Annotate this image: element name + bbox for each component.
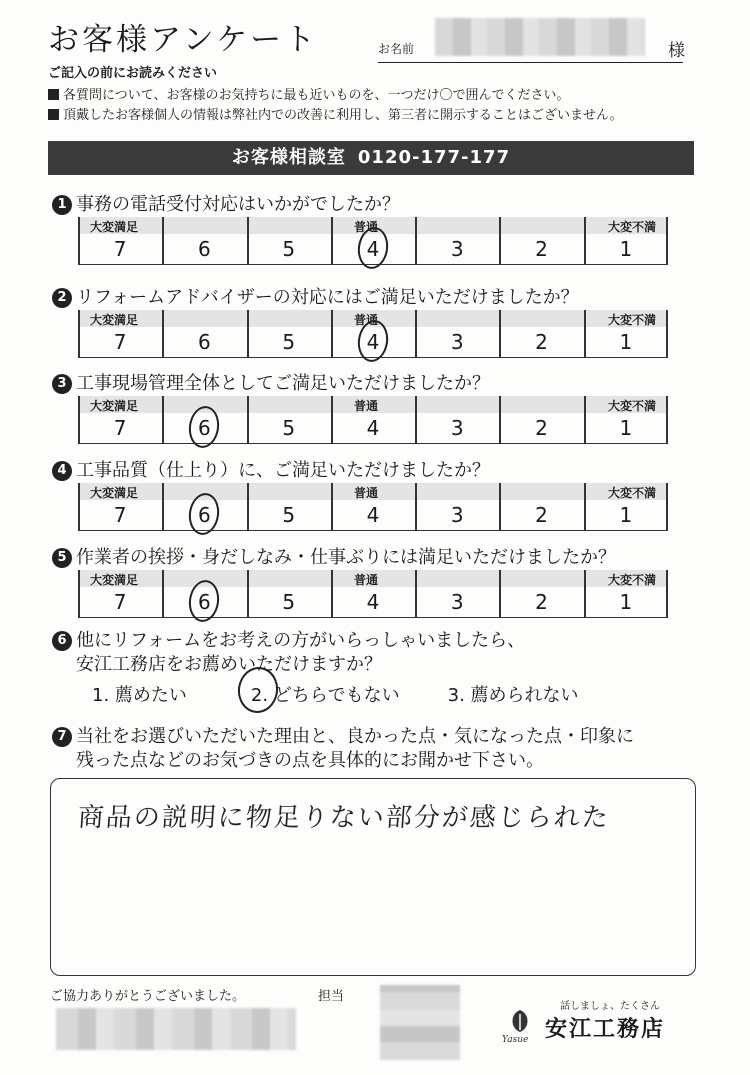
scale-option-6[interactable]: 6 xyxy=(198,416,211,440)
scale-label-very-satisfied: 大変満足 xyxy=(90,486,139,500)
scale-option-1[interactable]: 1 xyxy=(619,237,633,261)
scale-option-7[interactable]: 7 xyxy=(113,416,127,440)
scale-option-7[interactable]: 7 xyxy=(113,330,127,354)
scale-label-neutral: 普通 xyxy=(354,313,379,327)
scale-label-very-dissatisfied: 大変不満 xyxy=(607,573,656,587)
scale-divider xyxy=(331,217,333,265)
scale-option-1[interactable]: 1 xyxy=(619,330,633,354)
intro-item xyxy=(48,84,569,103)
question-4 xyxy=(52,456,490,482)
intro-heading: ご記入の前にお読みください xyxy=(48,66,218,81)
question-6 xyxy=(52,626,525,652)
hotline-number: 0120-177-177 xyxy=(357,147,511,168)
scale-divider xyxy=(247,483,249,531)
scale-divider xyxy=(78,570,80,618)
scale-label-very-dissatisfied: 大変不満 xyxy=(607,399,656,413)
scale-labels xyxy=(78,310,668,327)
scale-divider xyxy=(78,396,80,444)
option-neutral[interactable]: 2. どちらでもない xyxy=(250,685,400,706)
scale-divider xyxy=(247,570,249,618)
question-text: リフォームアドバイザーの対応にはご満足いただけましたか？ xyxy=(76,287,579,308)
question-7 xyxy=(52,722,634,748)
question-6-line2: 安江工務店をお薦めいただけますか？ xyxy=(76,654,382,675)
scale-divider xyxy=(666,570,668,618)
scale-label-neutral: 普通 xyxy=(354,220,379,234)
scale-option-7[interactable]: 7 xyxy=(113,503,127,527)
scale-divider xyxy=(499,483,501,531)
scale-option-3[interactable]: 3 xyxy=(450,503,464,527)
scale-divider xyxy=(584,217,586,265)
scale-divider xyxy=(666,217,668,265)
rating-scale xyxy=(78,217,668,265)
scale-divider xyxy=(247,310,249,358)
scale-option-4[interactable]: 4 xyxy=(366,503,380,527)
scale-divider xyxy=(78,483,80,531)
question-number-badge: 1 xyxy=(52,195,72,215)
scale-options-row xyxy=(78,234,668,265)
intro-item xyxy=(48,104,623,123)
scale-options-row xyxy=(78,327,668,358)
scale-divider xyxy=(666,483,668,531)
question-text: 事務の電話受付対応はいかがでしたか？ xyxy=(76,194,400,215)
scale-labels xyxy=(78,483,668,500)
scale-labels xyxy=(78,570,668,587)
staff-label: 担当 xyxy=(318,989,345,1004)
rating-scale xyxy=(78,570,668,618)
scale-divider xyxy=(331,310,333,358)
question-3 xyxy=(52,369,490,395)
scale-option-2[interactable]: 2 xyxy=(535,237,548,261)
scale-option-2[interactable]: 2 xyxy=(535,416,548,440)
scale-divider xyxy=(78,217,80,265)
scale-label-very-satisfied: 大変満足 xyxy=(90,313,139,327)
scale-option-7[interactable]: 7 xyxy=(113,237,127,261)
question-number-badge: 7 xyxy=(52,727,72,747)
scale-divider xyxy=(584,396,586,444)
scale-option-5[interactable]: 5 xyxy=(282,330,296,354)
scale-divider xyxy=(331,396,333,444)
scale-divider xyxy=(247,217,249,265)
logo-text: Yasue xyxy=(502,1035,529,1044)
scale-option-2[interactable]: 2 xyxy=(535,590,548,614)
question-text: 当社をお選びいただいた理由と、良かった点・気になった点・印象に xyxy=(76,726,634,747)
hotline-label: お客様相談室 xyxy=(231,147,346,168)
scale-label-very-satisfied: 大変満足 xyxy=(90,399,139,413)
scale-label-very-dissatisfied: 大変不満 xyxy=(607,486,656,500)
name-suffix: 様 xyxy=(668,41,685,61)
scale-label-very-dissatisfied: 大変不満 xyxy=(607,220,656,234)
question-number-badge: 6 xyxy=(52,631,72,651)
question-number-badge: 4 xyxy=(52,461,72,481)
scale-option-3[interactable]: 3 xyxy=(450,330,464,354)
name-label: お名前 xyxy=(378,42,415,56)
scale-divider xyxy=(331,483,333,531)
scale-option-4[interactable]: 4 xyxy=(366,590,380,614)
question-text: 他にリフォームをお考えの方がいらっしゃいましたら、 xyxy=(76,630,526,651)
handwritten-answer: 商品の説明に物足りない部分が感じられた xyxy=(76,803,611,833)
scale-option-6[interactable]: 6 xyxy=(198,330,211,354)
scale-option-5[interactable]: 5 xyxy=(282,590,296,614)
company-name: 安江工務店 xyxy=(545,1017,666,1042)
scale-divider xyxy=(584,570,586,618)
question-7-line2: 残った点などのお気づきの点を具体的にお聞かせ下さい。 xyxy=(76,750,544,771)
scale-divider xyxy=(499,570,501,618)
rating-scale xyxy=(78,310,668,358)
option-recommend[interactable]: 1. 薦めたい xyxy=(92,685,187,706)
scale-divider xyxy=(499,310,501,358)
name-input-line[interactable] xyxy=(378,62,683,63)
bullet-square-icon xyxy=(48,89,59,100)
question-number-badge: 3 xyxy=(52,374,72,394)
scale-divider xyxy=(162,570,164,618)
redacted-info xyxy=(56,1008,296,1050)
scale-labels xyxy=(78,217,668,234)
scale-divider xyxy=(499,396,501,444)
scale-divider xyxy=(162,310,164,358)
company-logo-icon xyxy=(500,1004,540,1044)
scale-options-row xyxy=(78,500,668,531)
scale-divider xyxy=(415,396,417,444)
scale-option-2[interactable]: 2 xyxy=(535,330,548,354)
bullet-square-icon xyxy=(48,109,59,120)
scale-option-4[interactable]: 4 xyxy=(366,330,380,354)
scale-divider xyxy=(331,570,333,618)
scale-option-4[interactable]: 4 xyxy=(366,416,380,440)
form-title: お客様アンケート xyxy=(48,22,319,58)
scale-options-row xyxy=(78,413,668,444)
intro-text: 頂戴したお客様個人の情報は弊社内での改善に利用し、第三者に開示することはございません。 xyxy=(63,108,623,123)
scale-option-6[interactable]: 6 xyxy=(198,237,211,261)
scale-divider xyxy=(584,310,586,358)
scale-option-6[interactable]: 6 xyxy=(198,503,211,527)
scale-label-neutral: 普通 xyxy=(354,399,379,413)
scale-option-1[interactable]: 1 xyxy=(619,416,633,440)
question-number-badge: 5 xyxy=(52,548,72,568)
scale-option-1[interactable]: 1 xyxy=(619,590,633,614)
scale-option-4[interactable]: 4 xyxy=(366,237,380,261)
scale-divider xyxy=(499,217,501,265)
question-text: 工事品質（仕上り）に、ご満足いただけましたか？ xyxy=(76,460,490,481)
scale-label-very-dissatisfied: 大変不満 xyxy=(607,313,656,327)
question-text: 工事現場管理全体としてご満足いただけましたか？ xyxy=(76,373,490,394)
scale-options-row xyxy=(78,587,668,618)
option-not-recommend[interactable]: 3. 薦められない xyxy=(447,685,579,706)
rating-scale xyxy=(78,483,668,531)
question-6-options xyxy=(92,681,579,707)
scale-labels xyxy=(78,396,668,413)
intro-text: 各質問について、お客様のお気持ちに最も近いものを、一つだけ〇で囲んでください。 xyxy=(63,88,570,103)
scale-divider xyxy=(415,310,417,358)
scale-option-3[interactable]: 3 xyxy=(450,237,464,261)
scale-option-6[interactable]: 6 xyxy=(198,590,211,614)
scale-divider xyxy=(584,483,586,531)
scale-option-7[interactable]: 7 xyxy=(113,590,127,614)
scale-divider xyxy=(666,396,668,444)
scale-divider xyxy=(162,483,164,531)
scale-label-neutral: 普通 xyxy=(354,486,379,500)
scale-divider xyxy=(415,483,417,531)
question-5 xyxy=(52,543,616,569)
scale-divider xyxy=(78,310,80,358)
company-tagline: 話しましょ、たくさん xyxy=(560,1001,660,1012)
scale-option-1[interactable]: 1 xyxy=(619,503,633,527)
redacted-staff-stamp xyxy=(380,985,460,1060)
question-text: 作業者の挨拶・身だしなみ・仕事ぶりには満足いただけましたか？ xyxy=(76,547,616,568)
scale-option-5[interactable]: 5 xyxy=(282,503,296,527)
thanks-message: ご協力ありがとうございました。 xyxy=(50,989,246,1004)
scale-label-neutral: 普通 xyxy=(354,573,379,587)
customer-name-redacted xyxy=(435,18,645,56)
scale-option-3[interactable]: 3 xyxy=(450,416,464,440)
hotline-banner xyxy=(48,141,694,175)
scale-divider xyxy=(247,396,249,444)
scale-option-5[interactable]: 5 xyxy=(282,237,296,261)
scale-divider xyxy=(666,310,668,358)
question-number-badge: 2 xyxy=(52,288,72,308)
scale-label-very-satisfied: 大変満足 xyxy=(90,573,139,587)
question-2 xyxy=(52,283,579,309)
scale-option-3[interactable]: 3 xyxy=(450,590,464,614)
scale-label-very-satisfied: 大変満足 xyxy=(90,220,139,234)
rating-scale xyxy=(78,396,668,444)
scale-divider xyxy=(415,217,417,265)
scale-divider xyxy=(162,396,164,444)
scale-option-2[interactable]: 2 xyxy=(535,503,548,527)
question-1 xyxy=(52,190,400,216)
scale-divider xyxy=(415,570,417,618)
scale-option-5[interactable]: 5 xyxy=(282,416,296,440)
scale-divider xyxy=(162,217,164,265)
